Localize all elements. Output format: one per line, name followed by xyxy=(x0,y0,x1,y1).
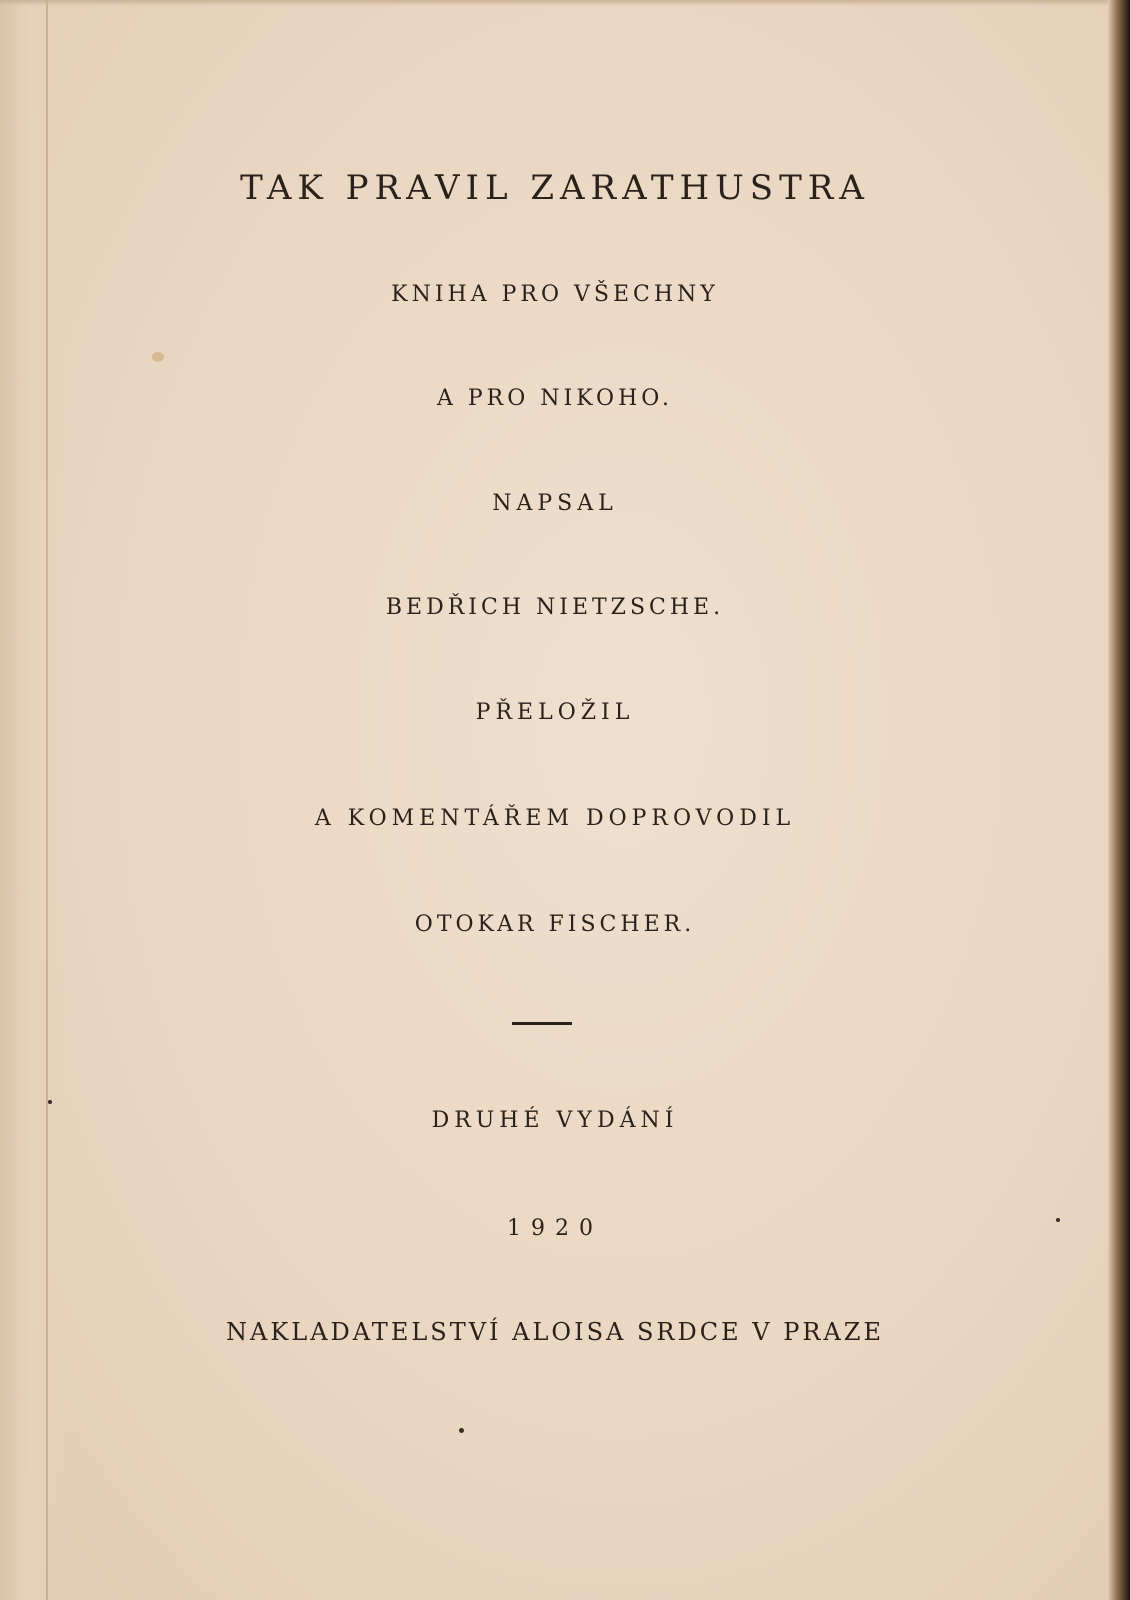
publication-year: 1920 xyxy=(507,1216,603,1241)
written-by-label: NAPSAL xyxy=(492,491,618,516)
author-name: BEDŘICH NIETZSCHE. xyxy=(385,595,725,620)
ink-speck xyxy=(1056,1218,1060,1222)
commentary-label: A KOMENTÁŘEM DOPROVODIL xyxy=(314,806,796,831)
paper-stain xyxy=(152,352,164,362)
edition-label: DRUHÉ VYDÁNÍ xyxy=(431,1108,679,1133)
gutter-fold-line xyxy=(46,0,48,1600)
page-right-edge xyxy=(1108,0,1130,1600)
translator-name: OTOKAR FISCHER. xyxy=(414,912,696,937)
ink-speck xyxy=(48,1100,52,1104)
translated-by-label: PŘELOŽIL xyxy=(475,700,635,725)
ink-speck xyxy=(459,1428,464,1433)
divider-rule xyxy=(512,1022,572,1025)
publisher-name: NAKLADATELSTVÍ ALOISA SRDCE V PRAZE xyxy=(226,1318,884,1346)
subtitle-line-2: A PRO NIKOHO. xyxy=(436,386,674,411)
page-top-edge xyxy=(0,0,1130,6)
book-title: TAK PRAVIL ZARATHUSTRA xyxy=(240,168,870,208)
binding-gutter xyxy=(0,0,70,1600)
subtitle-line-1: KNIHA PRO VŠECHNY xyxy=(391,282,719,307)
